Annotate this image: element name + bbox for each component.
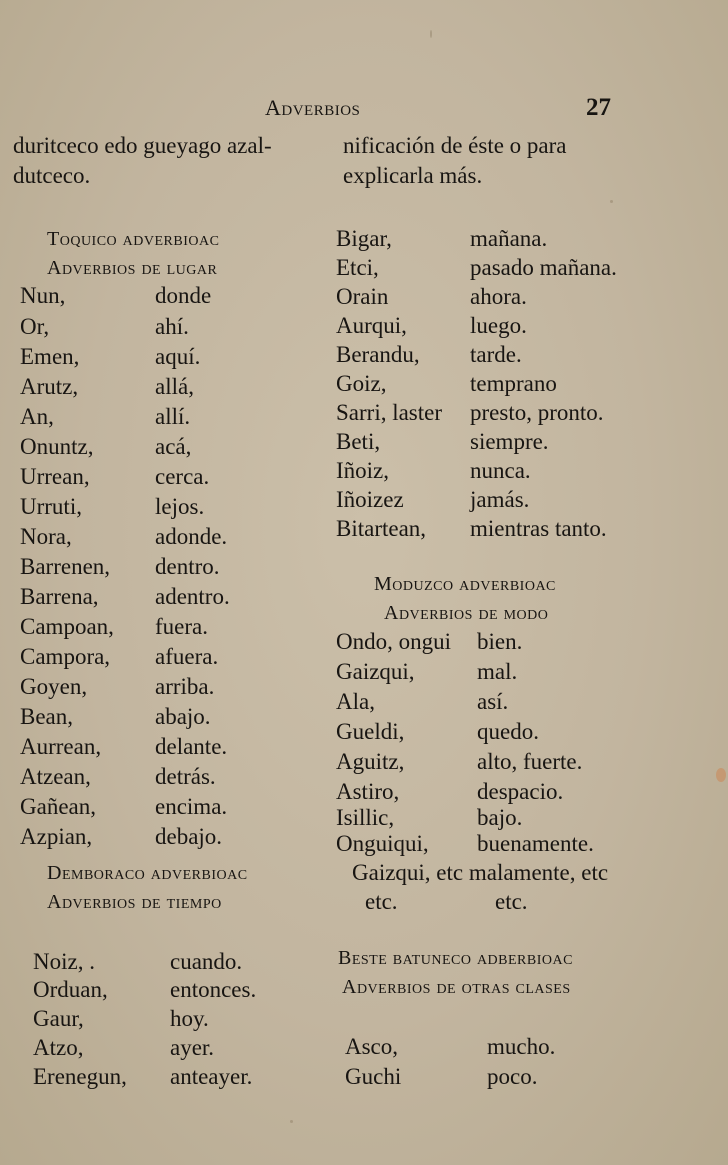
modo-spanish: bajo. xyxy=(477,805,523,830)
lugar-spanish: abajo. xyxy=(155,704,211,729)
lugar-spanish: encima. xyxy=(155,794,228,819)
lugar-spanish: cerca. xyxy=(155,464,210,489)
tiempo-cont-basque: Berandu, xyxy=(336,342,420,367)
tiempo-cont-basque: Sarri, laster xyxy=(336,400,443,425)
modo-etc-left: etc. xyxy=(365,889,398,914)
modo-basque: Gaizqui, xyxy=(336,659,415,684)
paper-speck xyxy=(290,1120,293,1123)
modo-etc-right: etc. xyxy=(495,889,528,914)
paper-speck xyxy=(610,200,613,203)
tiempo-cont-spanish: luego. xyxy=(470,313,527,338)
otras-heading-basque: Beste batuneco adberbioac xyxy=(338,947,573,969)
tiempo-spanish: hoy. xyxy=(170,1006,209,1031)
tiempo-basque: Atzo, xyxy=(33,1035,84,1060)
intro-left-line-1: duritceco edo gueyago azal- xyxy=(13,133,272,158)
lugar-spanish: acá, xyxy=(155,434,192,459)
tiempo-cont-basque: Beti, xyxy=(336,429,381,454)
tiempo-cont-spanish: mañana. xyxy=(470,226,548,251)
tiempo-cont-spanish: temprano xyxy=(470,371,557,396)
tiempo-cont-spanish: presto, pronto. xyxy=(470,400,604,425)
modo-spanish: despacio. xyxy=(477,779,564,804)
tiempo-cont-basque: Iñoiz, xyxy=(336,458,390,483)
tiempo-cont-basque: Aurqui, xyxy=(336,313,407,338)
tiempo-cont-basque: Etci, xyxy=(336,255,379,280)
lugar-basque: Barrena, xyxy=(20,584,99,609)
lugar-spanish: adentro. xyxy=(155,584,230,609)
lugar-basque: Nun, xyxy=(20,283,66,308)
tiempo-cont-basque: Orain xyxy=(336,284,389,309)
lugar-spanish: lejos. xyxy=(155,494,205,519)
lugar-basque: Campoan, xyxy=(20,614,114,639)
modo-spanish: mal. xyxy=(477,659,518,684)
lugar-basque: Gañean, xyxy=(20,794,96,819)
otras-spanish: poco. xyxy=(487,1064,538,1089)
lugar-basque: Bean, xyxy=(20,704,74,729)
lugar-spanish: dentro. xyxy=(155,554,220,579)
lugar-basque: Barrenen, xyxy=(20,554,111,579)
lugar-basque: Aurrean, xyxy=(20,734,102,759)
lugar-basque: Atzean, xyxy=(20,764,91,789)
lugar-spanish: debajo. xyxy=(155,824,223,849)
paper-speck xyxy=(716,768,726,782)
lugar-basque: Goyen, xyxy=(20,674,88,699)
tiempo-basque: Gaur, xyxy=(33,1006,84,1031)
lugar-spanish: aquí. xyxy=(155,344,201,369)
lugar-spanish: ahí. xyxy=(155,314,189,339)
lugar-basque: Urruti, xyxy=(20,494,82,519)
tiempo-heading-basque: Demboraco adverbioac xyxy=(47,862,248,884)
modo-spanish: buenamente. xyxy=(477,831,594,856)
tiempo-basque: Orduan, xyxy=(33,977,108,1002)
modo-heading-spanish: Adverbios de modo xyxy=(384,602,549,624)
tiempo-cont-spanish: pasado mañana. xyxy=(470,255,617,280)
otras-spanish: mucho. xyxy=(487,1034,556,1059)
modo-basque: Aguitz, xyxy=(336,749,405,774)
tiempo-basque: Erenegun, xyxy=(33,1064,127,1089)
modo-basque: Ondo, ongui xyxy=(336,629,451,654)
otras-heading-spanish: Adverbios de otras clases xyxy=(342,976,571,998)
modo-spanish: bien. xyxy=(477,629,523,654)
intro-right-line-1: nificación de éste o para xyxy=(343,133,567,158)
modo-basque: Gueldi, xyxy=(336,719,405,744)
lugar-basque: Campora, xyxy=(20,644,111,669)
tiempo-spanish: cuando. xyxy=(170,949,243,974)
modo-basque: Astiro, xyxy=(336,779,400,804)
intro-right-line-2: explicarla más. xyxy=(343,163,483,188)
modo-etc-line: Gaizqui, etc malamente, etc xyxy=(352,860,609,885)
modo-basque: Ala, xyxy=(336,689,375,714)
tiempo-cont-spanish: siempre. xyxy=(470,429,549,454)
lugar-spanish: delante. xyxy=(155,734,228,759)
modo-basque: Onguiqui, xyxy=(336,831,429,856)
tiempo-spanish: entonces. xyxy=(170,977,257,1002)
lugar-basque: An, xyxy=(20,404,54,429)
intro-left-line-2: dutceco. xyxy=(13,163,91,188)
tiempo-spanish: ayer. xyxy=(170,1035,215,1060)
tiempo-cont-spanish: nunca. xyxy=(470,458,531,483)
tiempo-cont-basque: Bitartean, xyxy=(336,516,427,541)
tiempo-cont-spanish: ahora. xyxy=(470,284,527,309)
tiempo-cont-basque: Bigar, xyxy=(336,226,392,251)
lugar-spanish: detrás. xyxy=(155,764,216,789)
tiempo-cont-spanish: jamás. xyxy=(470,487,530,512)
modo-spanish: así. xyxy=(477,689,509,714)
lugar-spanish: fuera. xyxy=(155,614,208,639)
tiempo-basque: Noiz, . xyxy=(33,949,95,974)
page-number: 27 xyxy=(586,94,611,121)
lugar-spanish: allí. xyxy=(155,404,191,429)
lugar-basque: Emen, xyxy=(20,344,80,369)
paper-speck xyxy=(430,30,432,38)
modo-heading-basque: Moduzco adverbioac xyxy=(374,573,556,595)
tiempo-cont-basque: Goiz, xyxy=(336,371,387,396)
lugar-basque: Or, xyxy=(20,314,50,339)
lugar-basque: Urrean, xyxy=(20,464,90,489)
modo-spanish: quedo. xyxy=(477,719,539,744)
tiempo-spanish: anteayer. xyxy=(170,1064,253,1089)
lugar-spanish: donde xyxy=(155,283,212,308)
otras-basque: Asco, xyxy=(345,1034,399,1059)
tiempo-cont-spanish: tarde. xyxy=(470,342,522,367)
modo-spanish: alto, fuerte. xyxy=(477,749,583,774)
lugar-basque: Onuntz, xyxy=(20,434,94,459)
otras-basque: Guchi xyxy=(345,1064,402,1089)
lugar-heading-basque: Toquico adverbioac xyxy=(47,228,220,250)
modo-basque: Isillic, xyxy=(336,805,395,830)
running-head: Adverbios xyxy=(265,95,361,120)
lugar-spanish: afuera. xyxy=(155,644,219,669)
lugar-basque: Arutz, xyxy=(20,374,79,399)
tiempo-cont-basque: Iñoizez xyxy=(336,487,404,512)
tiempo-heading-spanish: Adverbios de tiempo xyxy=(47,891,222,913)
lugar-spanish: allá, xyxy=(155,374,194,399)
lugar-heading-spanish: Adverbios de lugar xyxy=(47,257,218,279)
tiempo-cont-spanish: mientras tanto. xyxy=(470,516,607,541)
lugar-spanish: adonde. xyxy=(155,524,228,549)
lugar-basque: Nora, xyxy=(20,524,72,549)
lugar-spanish: arriba. xyxy=(155,674,215,699)
lugar-basque: Azpian, xyxy=(20,824,93,849)
